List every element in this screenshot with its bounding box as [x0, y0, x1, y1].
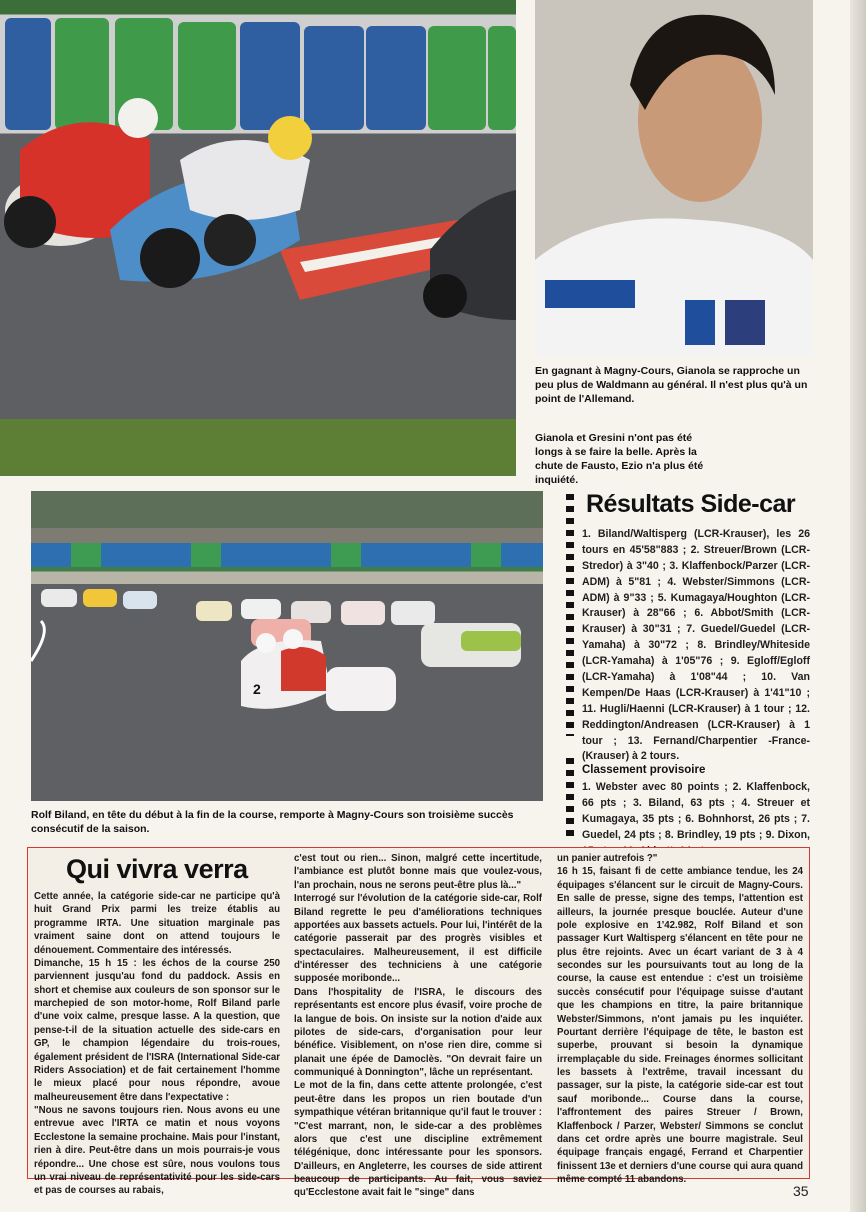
- checker-border: [566, 758, 574, 842]
- sidecar-caption: Rolf Biland, en tête du début à la fin de la course, remporte à Magny-Cours son troisième succès consécutif de la saison.: [31, 809, 514, 835]
- page-edge: [850, 0, 866, 1212]
- article-paragraph: Dans l'hospitality de l'ISRA, le discours des représentants est encore plus évasif, voire proche de la langue de bois. On insiste sur la notion d'aide aux pilotes de side-cars, d'organisation pour leur bénéfice. Visiblement, on n'ose rien dire, comme si planait une épée de Damoclès. "On devrait faire un communiqué à Donnington", lâche un représentant.: [294, 986, 542, 1078]
- results-text: 1. Biland/Waltisperg (LCR-Krauser), les 26 tours en 45'58"883 ; 2. Streuer/Brown (LCR-Stredor) à 3"40 ; 3. Klaffenbock/Parzer (LCR-ADM) à 5"81 ; 4. Webster/Simmons (LCR-ADM) à 9"33 ; 5. Kumagaya/Houghton (LCR-Krauser) à 28"66 ; 6. Abbot/Smith (LCR-Krauser) à 30"31 ; 7. Guedel/Guedel (LCR-Yamaha) à 30"72 ; 8. Brindley/Whiteside (LCR-Yamaha) à 1'05"76 ; 9. Egloff/Egloff (LCR-Yamaha) à 1'08"44 ; 10. Van Kempen/De Haas (LCR-Krauser) à 1'41"10 ; 11. Hugli/Haenni (LCR-Krauser) à 1 tour ; 12. Reddington/Andreasen (LCR-Krauser) à 1 tour ; 13. Fernand/Charpentier -France-(Krauser) à 2 tours.: [582, 528, 810, 763]
- article-paragraph: Dimanche, 15 h 15 : les échos de la course 250 parviennent jusqu'au fond du paddock. Assis en short et chemise aux couleurs de son sponsor sur le marchepied de son motor-home, Rolf Biland parle d'une voix calme, presque lasse. A la question, que pense-t-il de la situation actuelle des side-cars en GP, le champion légendaire du trois-roues, également président de l'ISRA (International Side-car Riders Association) et de fait certainement l'homme le mieux placé pour nous répondre, avoue malheureusement être dans l'expectative :: [34, 957, 280, 1103]
- classement-text: 1. Webster avec 80 points ; 2. Klaffenbock, 66 pts ; 3. Biland, 63 pts ; 4. Streuer et Kumagaya, 35 pts ; 6. Bohnhorst, 26 pts ; 7. Guedel, 24 pts ; 8. Brindley, 19 pts ; 9. Dixon,: [582, 781, 810, 841]
- page-number: 35: [793, 1183, 809, 1199]
- article-paragraph: Cette année, la catégorie side-car ne participe qu'à huit Grand Prix parmi les treize établis au programme IRTA. Une situation marginale pas vraiment saine dont on attend toujours le dénouement. Commentaire des intéressés.: [34, 891, 280, 956]
- article-column-3: [557, 852, 803, 1186]
- sidecar-race-photo: [31, 491, 543, 801]
- svg-text:2: 2: [253, 681, 261, 697]
- checker-border: [566, 494, 574, 736]
- article-paragraph: c'est tout ou rien... Sinon, malgré cette incertitude, l'ambiance est plutôt bonne mais que voulez-vous, l'an prochain, nous ne serons peut-être plus là...": [294, 853, 542, 891]
- article-column-2: [294, 852, 542, 1200]
- classement-title: Classement provisoire: [582, 764, 706, 776]
- article-paragraph: Interrogé sur l'évolution de la catégorie side-car, Rolf Biland regrette le peu d'améliorations techniques apportées aux bassets actuels. Pour lui, l'intérêt de la catégorie passerait par des progrès visibles et spectaculaires. Malheureusement, il est difficile d'intéresser des techniciens à une catégorie supposée moribonde...: [294, 893, 542, 985]
- rider-portrait-photo: [535, 0, 813, 357]
- portrait-caption: En gagnant à Magny-Cours, Gianola se rapproche un peu plus de Waldmann au général. Il n'est plus qu'à un point de l'Allemand.: [535, 365, 808, 405]
- article-column-1: [34, 890, 280, 1198]
- results-title: Résultats Side-car: [586, 490, 796, 518]
- sidecar-race-illustration: [31, 491, 543, 801]
- rider-portrait-illustration: [535, 0, 813, 357]
- gp-race-illustration: [0, 0, 516, 476]
- article-paragraph: "Nous ne savons toujours rien. Nous avons eu une entrevue avec l'IRTA ce matin et nous voyons Ecclestone la semaine prochaine. Mais pour l'instant, rien à dire. Peut-être dans un mois pourrais-je vous répondre... Une chose est sûre, nous voulons tous un vrai niveau de représentativité pour les side-cars et pas de courses au rabais,: [34, 1105, 280, 1197]
- article-paragraph: Le mot de la fin, dans cette attente prolongée, c'est peut-être dans les propos un rien boutade d'un sympathique vétéran britannique qu'il faut le trouver : "C'est marrant, non, le side-car a des problèmes alors que c'est une discipline extrêmement télégénique, donc intéressante pour les sponsors. D'ailleurs, en Angleterre, les courses de side attirent beaucoup de participants. Au fait, vous saviez qu'Ecclestone avait fait le "singe" dans: [294, 1080, 542, 1199]
- article-paragraph: 16 h 15, faisant fi de cette ambiance tendue, les 24 équipages s'élancent sur le circuit de Magny-Cours. En salle de presse, signe des temps, l'attention est ailleurs, la journée presque bouclée. Auteur d'une pole explosive en 1'42.982, Rolf Biland et son passager Kurt Waltisperg s'élancent en tête pour ne plus être rejoints. Avec un écart variant de 3 à 4 secondes sur les poursuivants tout au long de la course, la cause est entendue : c'est un troisième succès consécutif pour l'équipage suisse d'autant que les champions en titre, la paire britannique Webster/Simmons, n'ont jamais pu les inquiéter. Pourtant derrière l'équipage de tête, le baston est superbe, prouvant si besoin la dynamique irremplaçable du side. Freinages énormes sollicitant les bassets à l'extrême, travail incessant du passager, sur la piste, la catégorie side-car est tout sauf moribonde... Course dans la course, l'affrontement des paires Streuer / Brown, Klaffenbock / Parzer, Webster/ Simmons se conclut dans cet ordre après une bourre magistrale. Seul équipage français engagé, Ferrand et Charpentier finissent 13e et derniers d'une course qui aura quand même compté 11 abandons.: [557, 866, 803, 1185]
- article-paragraph: un panier autrefois ?": [557, 853, 658, 864]
- gp-race-photo: [0, 0, 516, 476]
- gp-race-caption: Gianola et Gresini n'ont pas été longs à se faire la belle. Après la chute de Fausto, Ezio n'a plus été inquiété.: [535, 432, 704, 486]
- article-title: Qui vivra verra: [66, 854, 248, 884]
